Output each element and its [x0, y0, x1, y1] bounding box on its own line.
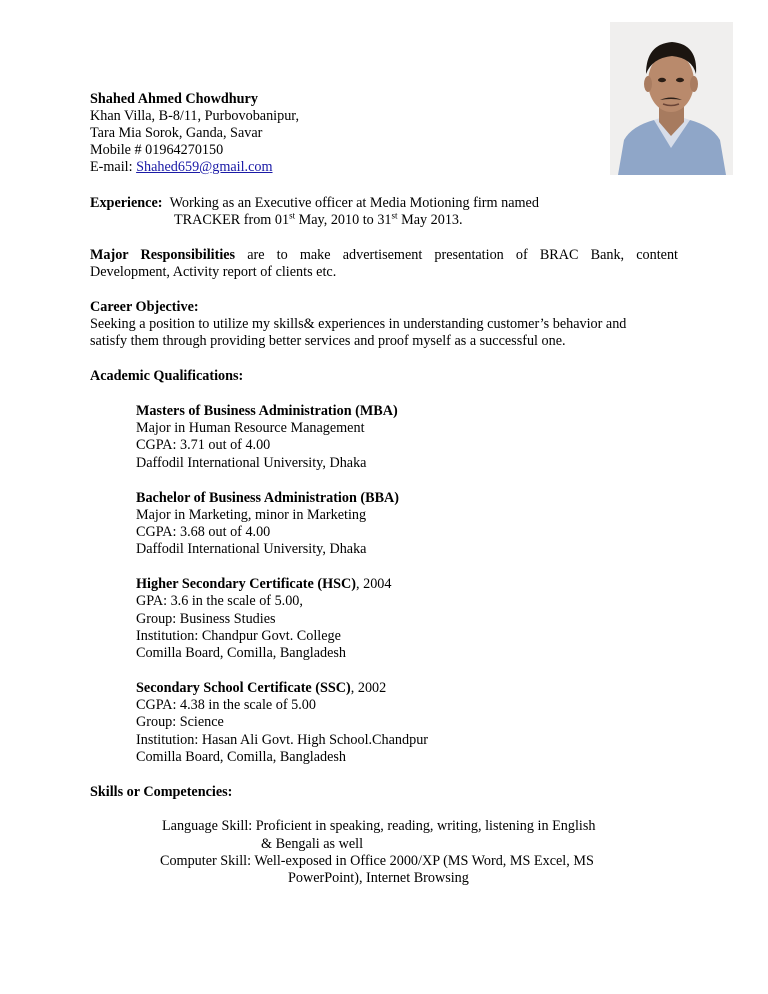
- responsibilities-line-1: Major Responsibilities are to make advertisement presentation of BRAC Bank, content: [90, 247, 679, 263]
- person-portrait-icon: [610, 22, 733, 175]
- hsc-title: Higher Secondary Certificate (HSC): [136, 576, 356, 592]
- ssc-institution: Institution: Hasan Ali Govt. High School.Chandpur: [136, 732, 429, 748]
- computer-skill-line-1: Computer Skill: Well-exposed in Office 2000/XP (MS Word, MS Excel, MS: [160, 853, 594, 869]
- applicant-name: Shahed Ahmed Chowdhury: [90, 91, 258, 107]
- skills-heading: Skills or Competencies:: [90, 784, 233, 800]
- computer-skill-line-2: PowerPoint), Internet Browsing: [288, 870, 469, 886]
- hsc-institution: Institution: Chandpur Govt. College: [136, 628, 341, 644]
- language-skill-line-2: & Bengali as well: [261, 836, 364, 852]
- email-row: [90, 159, 273, 176]
- responsibilities-label: Major Responsibilities: [90, 247, 236, 263]
- ssc-group: Group: Science: [136, 714, 224, 730]
- ssc-cgpa: CGPA: 4.38 in the scale of 5.00: [136, 697, 316, 713]
- experience-line-1: [90, 195, 539, 212]
- mba-major: Major in Human Resource Management: [136, 420, 365, 436]
- ssc-title: Secondary School Certificate (SSC): [136, 680, 351, 696]
- address-line-2: Tara Mia Sorok, Ganda, Savar: [90, 125, 263, 141]
- career-objective-line-1: Seeking a position to utilize my skills& experiences in understanding customer’s behavior and: [90, 316, 627, 332]
- ssc-year: , 2002: [350, 680, 387, 696]
- bba-major: Major in Marketing, minor in Marketing: [136, 507, 367, 523]
- experience-text-1: Working as an Executive officer at Media Motioning firm named: [169, 195, 539, 211]
- experience-line-2: TRACKER from 01st May, 2010 to 31st May 2013.: [174, 210, 463, 228]
- academic-heading: Academic Qualifications:: [90, 368, 244, 384]
- ssc-board: Comilla Board, Comilla, Bangladesh: [136, 749, 347, 765]
- address-line-1: Khan Villa, B-8/11, Purbovobanipur,: [90, 108, 300, 124]
- career-objective-line-2: satisfy them through providing better services and proof myself as a successful one.: [90, 333, 566, 349]
- mba-cgpa: CGPA: 3.71 out of 4.00: [136, 437, 271, 453]
- ssc-title-row: [136, 680, 386, 697]
- bba-university: Daffodil International University, Dhaka: [136, 541, 367, 557]
- mba-university: Daffodil International University, Dhaka: [136, 455, 367, 471]
- language-skill-line-1: Language Skill: Proficient in speaking, reading, writing, listening in English: [162, 818, 596, 834]
- email-link[interactable]: Shahed659@gmail.com: [136, 159, 273, 175]
- hsc-gpa: GPA: 3.6 in the scale of 5.00,: [136, 593, 303, 609]
- bba-cgpa: CGPA: 3.68 out of 4.00: [136, 524, 271, 540]
- bba-title: Bachelor of Business Administration (BBA): [136, 490, 400, 506]
- mobile-number: Mobile # 01964270150: [90, 142, 224, 158]
- responsibilities-line-2: Development, Activity report of clients etc.: [90, 264, 337, 280]
- hsc-year: , 2004: [356, 576, 392, 592]
- experience-label: Experience:: [90, 195, 163, 211]
- email-label: E-mail:: [90, 159, 137, 175]
- profile-photo: [610, 22, 733, 175]
- hsc-title-row: [136, 576, 391, 593]
- mba-title: Masters of Business Administration (MBA): [136, 403, 398, 419]
- career-objective-heading: Career Objective:: [90, 299, 199, 315]
- hsc-board: Comilla Board, Comilla, Bangladesh: [136, 645, 347, 661]
- hsc-group: Group: Business Studies: [136, 611, 276, 627]
